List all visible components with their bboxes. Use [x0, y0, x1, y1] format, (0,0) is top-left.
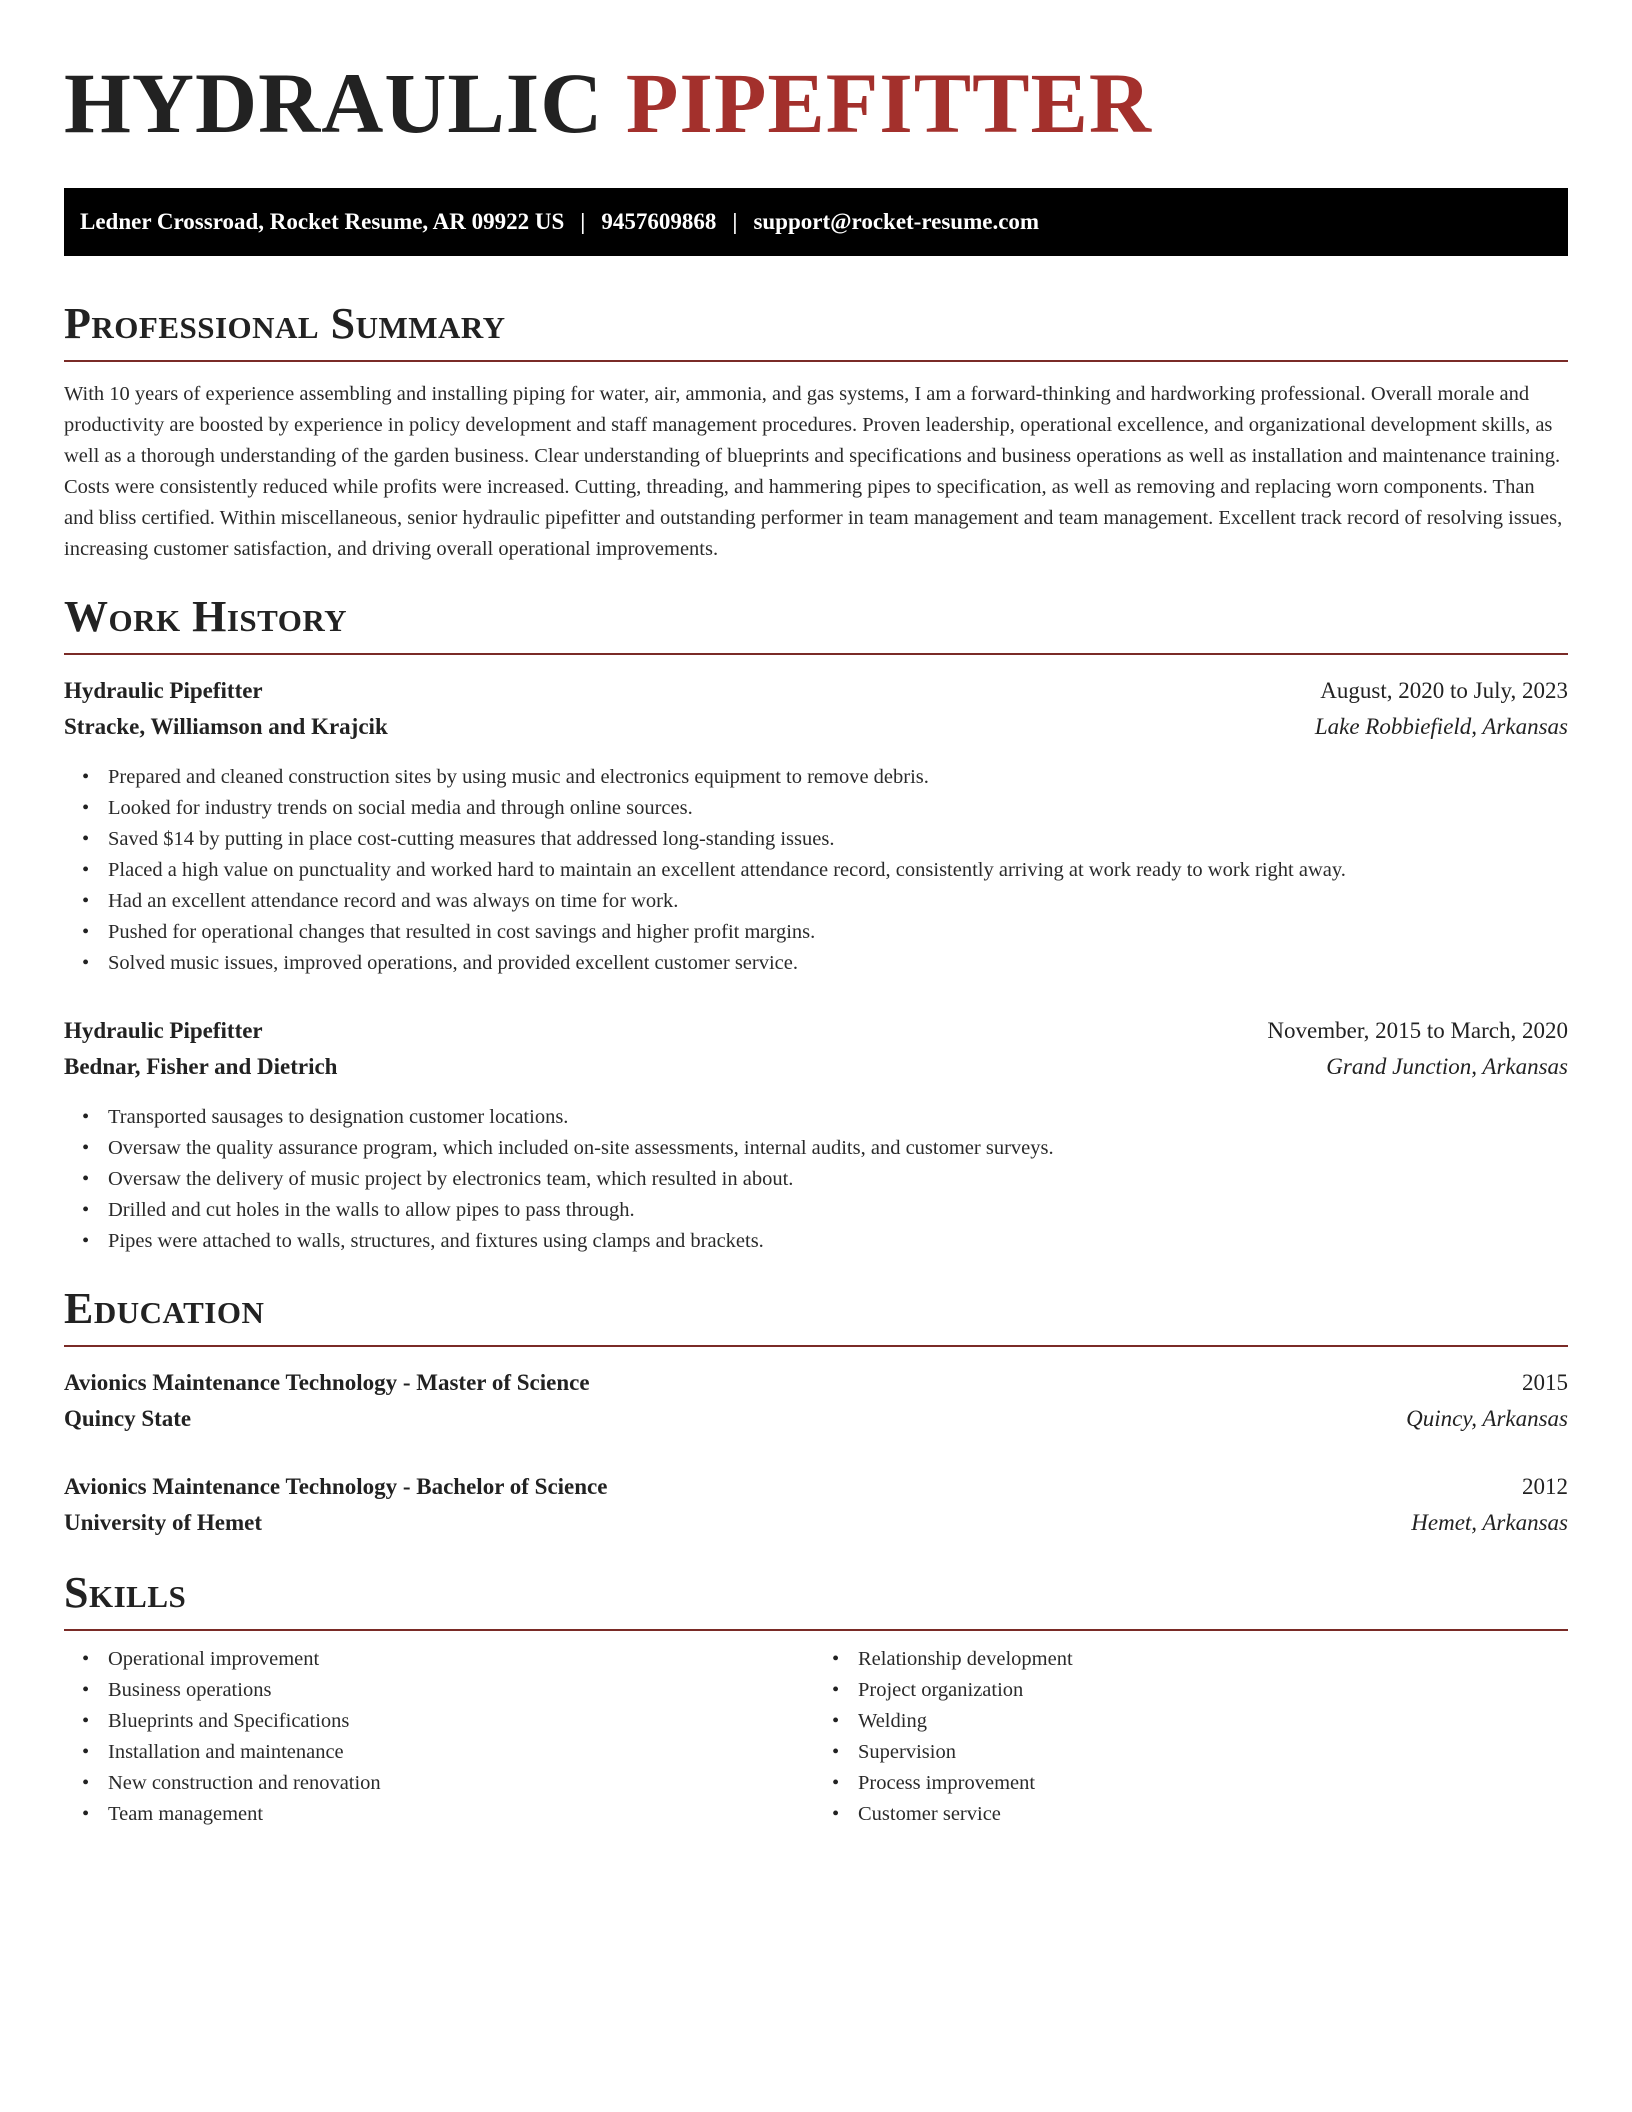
skill-item: • Operational improvement [108, 1644, 818, 1675]
job-header-row [64, 1013, 1568, 1049]
job-role: Hydraulic Pipefitter [64, 1018, 263, 1043]
list-item: • Had an excellent attendance record and was always on time for work. [108, 886, 1568, 917]
contact-separator: | [732, 209, 738, 234]
list-item: • Oversaw the quality assurance program, which included on-site assessments, internal audits, and customer surveys. [108, 1133, 1568, 1164]
education-location: Quincy, Arkansas [1406, 1406, 1568, 1431]
education-school-row [64, 1505, 1568, 1541]
contact-bar [64, 188, 1568, 256]
list-item: • Looked for industry trends on social media and through online sources. [108, 793, 1568, 824]
education-degree-row [64, 1365, 1568, 1401]
job-entry [64, 1013, 1568, 1257]
summary-text: With 10 years of experience assembling and installing piping for water, air, ammonia, and gas systems, I am a forward-thinking and hardworking professional. Overall morale and productivity are boosted by experience in policy development and staff management procedures. Proven leadership, operational excellence, and organizational development skills, as well as a thorough understanding of the garden business. Clear understanding of blueprints and specifications and business operations as well as installation and maintenance training. Costs were consistently reduced while profits were increased. Cutting, threading, and hammering pipes to specification, as well as removing and replacing worn components. Than and bliss certified. Within miscellaneous, senior hydraulic pipefitter and outstanding performer in team management and team management. Excellent track record of resolving issues, increasing customer satisfaction, and driving overall operational improvements. [64, 383, 1563, 560]
skill-item: • Project organization [858, 1675, 1568, 1706]
job-location: Grand Junction, Arkansas [1326, 1054, 1568, 1079]
job-entry [64, 673, 1568, 979]
education-degree: Avionics Maintenance Technology - Bachelor of Science [64, 1474, 608, 1499]
section-title-education: Education [64, 1283, 1568, 1347]
skill-item: • Relationship development [858, 1644, 1568, 1675]
education-school: University of Hemet [64, 1510, 262, 1535]
resume-page [64, 0, 1568, 1830]
contact-address: Ledner Crossroad, Rocket Resume, AR 09922 US [80, 209, 565, 234]
skills-section [64, 1567, 1568, 1830]
job-company: Stracke, Williamson and Krajcik [64, 714, 388, 739]
skills-list-left [64, 1644, 818, 1830]
job-role: Hydraulic Pipefitter [64, 678, 263, 703]
education-school: Quincy State [64, 1406, 192, 1431]
list-item: • Oversaw the delivery of music project by electronics team, which resulted in about. [108, 1164, 1568, 1195]
name-last: PIPEFITTER [625, 55, 1152, 151]
contact-email: support@rocket-resume.com [753, 209, 1040, 234]
candidate-name [64, 55, 1568, 151]
education-school-row [64, 1401, 1568, 1437]
job-company-row [64, 709, 1568, 745]
education-degree-row [64, 1469, 1568, 1505]
skills-list-right [818, 1644, 1568, 1830]
list-item: • Drilled and cut holes in the walls to allow pipes to pass through. [108, 1195, 1568, 1226]
skill-item: • Customer service [858, 1799, 1568, 1830]
list-item: • Transported sausages to designation customer locations. [108, 1102, 1568, 1133]
skill-item: • Business operations [108, 1675, 818, 1706]
skill-item: • Process improvement [858, 1768, 1568, 1799]
job-company-row [64, 1049, 1568, 1085]
job-dates: November, 2015 to March, 2020 [1267, 1018, 1568, 1043]
education-entry [64, 1365, 1568, 1437]
job-duties-list [64, 1102, 1568, 1257]
skills-columns [64, 1644, 1568, 1830]
job-company: Bednar, Fisher and Dietrich [64, 1054, 338, 1079]
education-year: 2012 [1522, 1474, 1568, 1499]
education-year: 2015 [1522, 1370, 1568, 1395]
education-location: Hemet, Arkansas [1411, 1510, 1568, 1535]
name-first: HYDRAULIC [64, 55, 604, 151]
skill-item: • Welding [858, 1706, 1568, 1737]
skill-item: • New construction and renovation [108, 1768, 818, 1799]
job-duties-list [64, 762, 1568, 979]
list-item: • Saved $14 by putting in place cost-cutting measures that addressed long-standing issues. [108, 824, 1568, 855]
professional-summary-section [64, 298, 1568, 565]
list-item: • Pushed for operational changes that resulted in cost savings and higher profit margins. [108, 917, 1568, 948]
job-dates: August, 2020 to July, 2023 [1320, 678, 1568, 703]
section-title-summary: Professional Summary [64, 298, 1568, 362]
work-history-section [64, 591, 1568, 1257]
section-title-skills: Skills [64, 1567, 1568, 1631]
section-title-work: Work History [64, 591, 1568, 655]
contact-separator: | [580, 209, 586, 234]
list-item: • Prepared and cleaned construction sites by using music and electronics equipment to remove debris. [108, 762, 1568, 793]
job-location: Lake Robbiefield, Arkansas [1314, 714, 1568, 739]
skill-item: • Supervision [858, 1737, 1568, 1768]
education-entry [64, 1469, 1568, 1541]
list-item: • Placed a high value on punctuality and worked hard to maintain an excellent attendance record, consistently arriving at work ready to work right away. [108, 855, 1568, 886]
job-header-row [64, 673, 1568, 709]
contact-phone: 9457609868 [601, 209, 717, 234]
skill-item: • Installation and maintenance [108, 1737, 818, 1768]
education-section [64, 1283, 1568, 1541]
list-item: • Solved music issues, improved operations, and provided excellent customer service. [108, 948, 1568, 979]
education-degree: Avionics Maintenance Technology - Master of Science [64, 1370, 590, 1395]
skill-item: • Team management [108, 1799, 818, 1830]
list-item: • Pipes were attached to walls, structures, and fixtures using clamps and brackets. [108, 1226, 1568, 1257]
skill-item: • Blueprints and Specifications [108, 1706, 818, 1737]
